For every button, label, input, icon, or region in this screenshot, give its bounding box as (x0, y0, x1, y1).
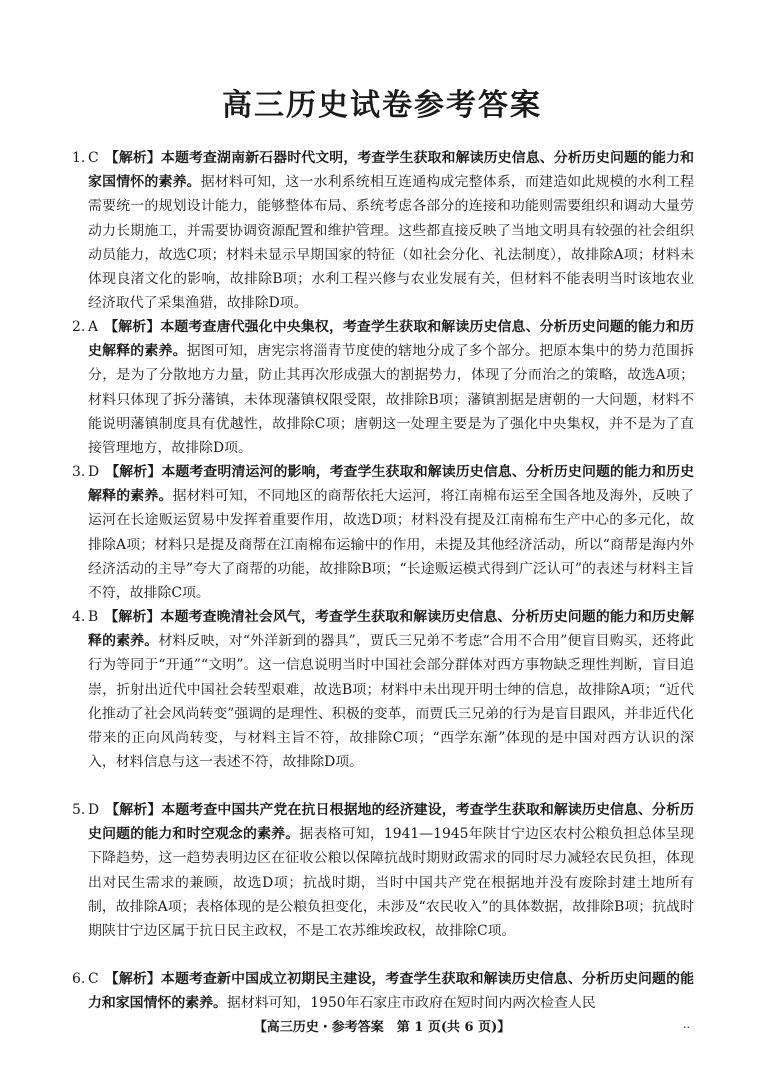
page-title: 高三历史试卷参考答案 (222, 88, 542, 123)
analysis-heading: 【解析】本题考查唐代强化中央集权，考查学生获取和解读历史信息、分析历史问题的能力和历史解释的素养。 (88, 319, 694, 360)
question-number: 6. (72, 971, 86, 987)
question-number: 1. (72, 150, 86, 166)
question-number: 2. (72, 319, 86, 335)
answer-letter: C (88, 971, 99, 987)
answer-letter: D (88, 802, 100, 818)
answer-letter: A (88, 319, 99, 335)
analysis-heading: 【解析】本题考查明清运河的影响，考查学生获取和解读历史信息、分析历史问题的能力和历史解释的素养。 (88, 464, 694, 505)
analysis-heading: 【解析】本题考查晚清社会风气，考查学生获取和解读历史信息、分析历史问题的能力和历史解释的素养。 (88, 609, 694, 650)
analysis-body: 据材料可知，这一水利系统相互连通构成完整体系，而建造如此规模的水利工程需要统一的规划设计能力，能够整体布局、系统考虑各部分的连接和功能则需要组织和调动大量劳动力长期施工，并需要协调资源配置和维护管理。这些都直接反映了当地文明具有较强的社会组织动员能力，故选C项；材料未显示早期国家的特征（如社会分化、礼法制度），故排除A项；材料未体现良渚文化的影响，故排除B项；水利工程兴修与农业发展有关，但材料不能表明当时该地农业经济取代了采集渔猎，故排除D项。 (88, 174, 694, 312)
question-3 (72, 460, 694, 605)
analysis-heading: 【解析】本题考查湖南新石器时代文明，考查学生获取和解读历史信息、分析历史问题的能力和家国情怀的素养。 (88, 150, 694, 191)
question-2 (72, 315, 694, 460)
question-1 (72, 146, 694, 315)
question-4 (72, 605, 694, 798)
page-footer: 【高三历史・参考答案 第 1 页(共 6 页)】 (253, 1020, 511, 1035)
question-number: 4. (72, 609, 86, 625)
analysis-body: 据图可知，唐宪宗将淄青节度使的辖地分成了多个部分。把原本集中的势力范围拆分，是为了分散地方力量，防止其再次形成强大的割据势力，体现了分而治之的策略，故选A项；材料只体现了拆分藩镇，未体现藩镇权限受限，故排除B项；藩镇割据是唐朝的一大问题，材料不能说明藩镇制度具有优越性，故排除C项；唐朝这一处理主要是为了强化中央集权，并不是为了直接管理地方，故排除D项。 (88, 343, 694, 457)
question-list (72, 146, 694, 1017)
question-5 (72, 798, 694, 967)
question-number: 5. (72, 802, 86, 818)
question-number: 3. (72, 464, 86, 480)
analysis-body: 材料反映，对“外洋新到的器具”，贾氏三兄弟不考虑“合用不合用”便盲目购买，还将此行为等同于“开通”“文明”。这一信息说明当时中国社会部分群体对西方事物缺乏理性判断，盲目追崇，折射出近代中国社会转型艰难，故选B项；材料中未出现开明士绅的信息，故排除A项；“近代化推动了社会风尚转变”强调的是理性、积极的变革，而贾氏三兄弟的行为是盲目跟风，并非近代化带来的正向风尚转变，与材料主旨不符，故排除C项；“西学东渐”体现的是中国对西方认识的深入，材料信息与这一表述不符，故排除D项。 (88, 633, 694, 771)
analysis-body: 据材料可知，不同地区的商帮依托大运河，将江南棉布运至全国各地及海外，反映了运河在长途贩运贸易中发挥着重要作用，故选D项；材料没有提及江南棉布生产中心的多元化，故排除A项；材料只是提及商帮在江南棉布运输中的作用，未提及其他经济活动，所以“商帮是海内外经济活动的主导”夸大了商帮的功能，故排除B项；“长途贩运模式得到广泛认可”的表述与材料主旨不符，故排除C项。 (88, 488, 694, 602)
answer-letter: C (88, 150, 99, 166)
analysis-body: 据材料可知，1950年石家庄市政府在短时间内两次检查人民 (226, 995, 596, 1012)
analysis-body: 据表格可知，1941—1945年陕甘宁边区农村公粮负担总体呈现下降趋势，这一趋势表明边区在征收公粮以保障抗战时期财政需求的同时尽力减轻农民负担，体现出对民生需求的兼顾，故选D项；抗战时期，当时中国共产党在根据地并没有废除封建土地所有制，故排除A项；表格体现的是公粮负担变化，未涉及“农民收入”的具体数据，故排除B项；抗战时期陕甘宁边区属于抗日民主政权，不是工农苏维埃政权，故排除C项。 (88, 826, 694, 940)
footer-mark: .. (683, 1018, 690, 1031)
answer-letter: D (88, 464, 100, 480)
question-6 (72, 967, 694, 1017)
analysis-heading: 【解析】本题考查中国共产党在抗日根据地的经济建设，考查学生获取和解读历史信息、分析历史问题的能力和时空观念的素养。 (88, 802, 694, 843)
analysis-heading: 【解析】本题考查新中国成立初期民主建设，考查学生获取和解读历史信息、分析历史问题的能力和家国情怀的素养。 (88, 971, 694, 1012)
answer-letter: B (88, 609, 99, 625)
